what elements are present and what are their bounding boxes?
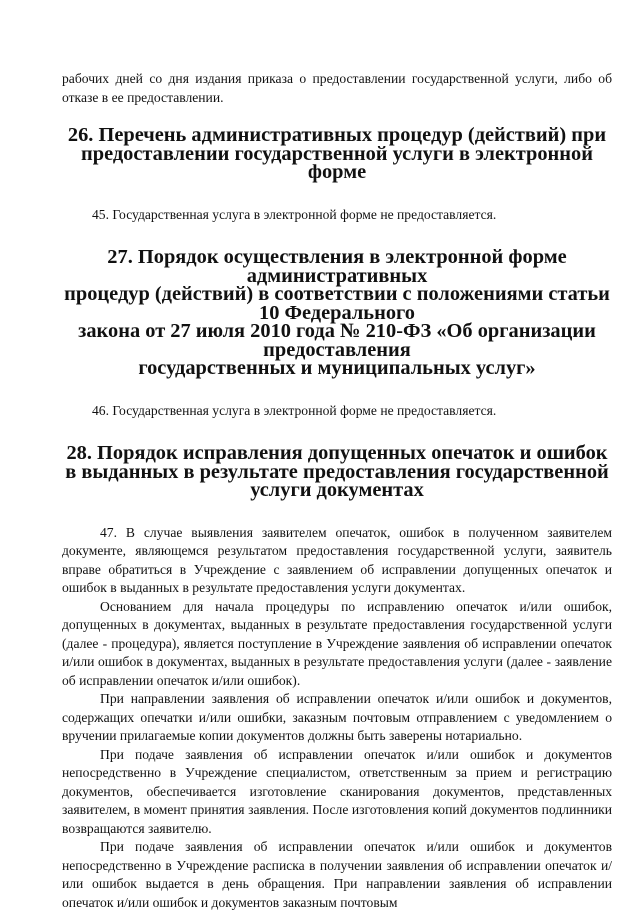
section-28-heading: [62, 444, 612, 500]
heading-line: процедур (действий) в соответствии с положениями статьи 10 Федерального: [64, 283, 610, 324]
section-26-heading: [62, 126, 612, 182]
heading-line: закона от 27 июля 2010 года № 210-ФЗ «Об организации предоставления: [78, 320, 596, 361]
body-paragraph: Основанием для начала процедуры по исправлению опечаток и/или ошибок, допущенных в документах, выданных в результате предоставления государственной услуги (далее - процедура), является поступление в Учреждение заявления об исправлении опечаток и/или ошибок в документах, выданных в результате предоставления услуги (далее - заявление об исправлении опечаток и/или ошибок).: [62, 598, 612, 688]
heading-line: 26. Перечень административных процедур (действий) при: [67, 124, 607, 146]
heading-line: 28. Порядок исправления допущенных опечаток и ошибок: [66, 442, 608, 464]
heading-line: предоставлении государственной услуги в электронной форме: [80, 142, 593, 183]
body-paragraph: При подаче заявления об исправлении опечаток и/или ошибок и документов непосредственно в Учреждение расписка в получении заявления об исправлении опечаток и/или ошибок выдается в день обращения. При направлении заявления об исправлении опечаток и/или ошибок и документов заказным почтовым: [62, 839, 612, 910]
heading-line: услуги документах: [250, 479, 424, 501]
continuation-paragraph: рабочих дней со дня издания приказа о предоставлении государственной услуги, либо об отказе в ее предоставлении.: [62, 71, 612, 105]
section-27-heading: [62, 248, 612, 378]
item-47-paragraph: 47. В случае выявления заявителем опечаток, ошибок в полученном заявителем документе, являющемся результатом предоставления государственной услуги, заявитель вправе обратиться в Учреждение с заявлением об исправлении допущенных опечаток и ошибок в выданных в результате предоставления услуги документах.: [62, 524, 612, 595]
heading-line: государственных и муниципальных услуг»: [138, 357, 536, 379]
item-45: 45. Государственная услуга в электронной форме не предоставляется.: [92, 206, 497, 222]
body-paragraph: При направлении заявления об исправлении опечаток и/или ошибок и документов, содержащих опечатки и/или ошибки, заказным почтовым отправлением с уведомлением о вручении прилагаемые копии документов должны быть заверены нотариально.: [62, 691, 612, 743]
heading-line: в выданных в результате предоставления государственной: [65, 460, 609, 483]
heading-line: 27. Порядок осуществления в электронной форме административных: [107, 246, 567, 287]
item-46: 46. Государственная услуга в электронной форме не предоставляется.: [92, 402, 497, 418]
body-paragraph: При подаче заявления об исправлении опечаток и/или ошибок и документов непосредственно в Учреждение специалистом, ответственным за прием и регистрацию документов, обеспечивается изготовление сканирования документов, представленных заявителем, в момент принятия заявления. После изготовления копий документов подлинники возвращаются заявителю.: [62, 746, 612, 836]
